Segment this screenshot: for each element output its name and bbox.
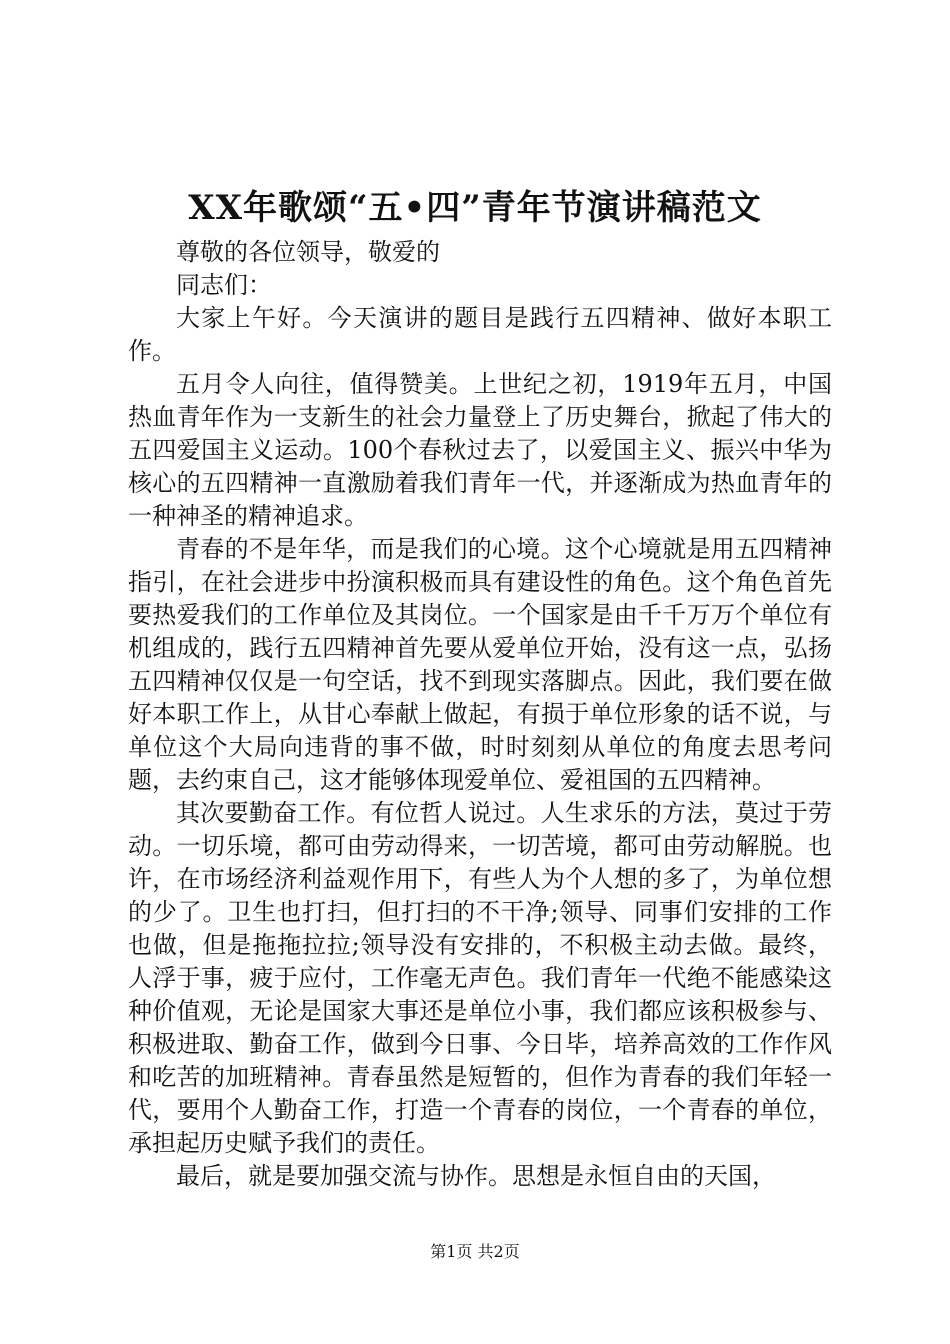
document-title: XX年歌颂“五•四”青年节演讲稿范文 xyxy=(188,188,762,228)
greeting-line: 同志们： xyxy=(176,271,272,299)
paragraph: 最后，就是要加强交流与协作。思想是永恒自由的天国， xyxy=(176,1162,776,1190)
paragraph: 大家上午好。今天演讲的题目是践行五四精神、做好本职工作。 xyxy=(128,304,832,365)
paragraph: 其次要勤奋工作。有位哲人说过。人生求乐的方法，莫过于劳动。一切乐境，都可由劳动得来，一切苦境，都可由劳动解脱。也许，在市场经济利益观作用下，有些人为个人想的多了，为单位想的少了。卫生也打扫，但打扫的不干净;领导、同事们安排的工作也做，但是拖拖拉拉;领导没有安排的，不积极主动去做。最终，人浮于事，疲于应付，工作毫无声色。我们青年一代绝不能感染这种价值观，无论是国家大事还是单位小事，我们都应该积极参与、积极进取、勤奋工作，做到今日事、今日毕，培养高效的工作作风和吃苦的加班精神。青春虽然是短暂的，但作为青春的我们年轻一代，要用个人勤奋工作，打造一个青春的岗位，一个青春的单位，承担起历史赋予我们的责任。 xyxy=(128,799,832,1157)
greeting-line: 尊敬的各位领导，敬爱的 xyxy=(176,238,440,266)
page-number: 第1页 共2页 xyxy=(430,1242,520,1261)
document-body xyxy=(128,236,832,1193)
paragraph: 青春的不是年华，而是我们的心境。这个心境就是用五四精神指引，在社会进步中扮演积极而具有建设性的角色。这个角色首先要热爱我们的工作单位及其岗位。一个国家是由千千万万个单位有机组成的，践行五四精神首先要从爱单位开始，没有这一点，弘扬五四精神仅仅是一句空话，找不到现实落脚点。因此，我们要在做好本职工作上，从甘心奉献上做起，有损于单位形象的话不说，与单位这个大局向违背的事不做，时时刻刻从单位的角度去思考问题，去约束自己，这才能够体现爱单位、爱祖国的五四精神。 xyxy=(128,535,832,794)
paragraph: 五月令人向往，值得赞美。上世纪之初，1919年五月，中国热血青年作为一支新生的社会力量登上了历史舞台，掀起了伟大的五四爱国主义运动。100个春秋过去了，以爱国主义、振兴中华为核心的五四精神一直激励着我们青年一代，并逐渐成为热血青年的一种神圣的精神追求。 xyxy=(128,370,832,530)
